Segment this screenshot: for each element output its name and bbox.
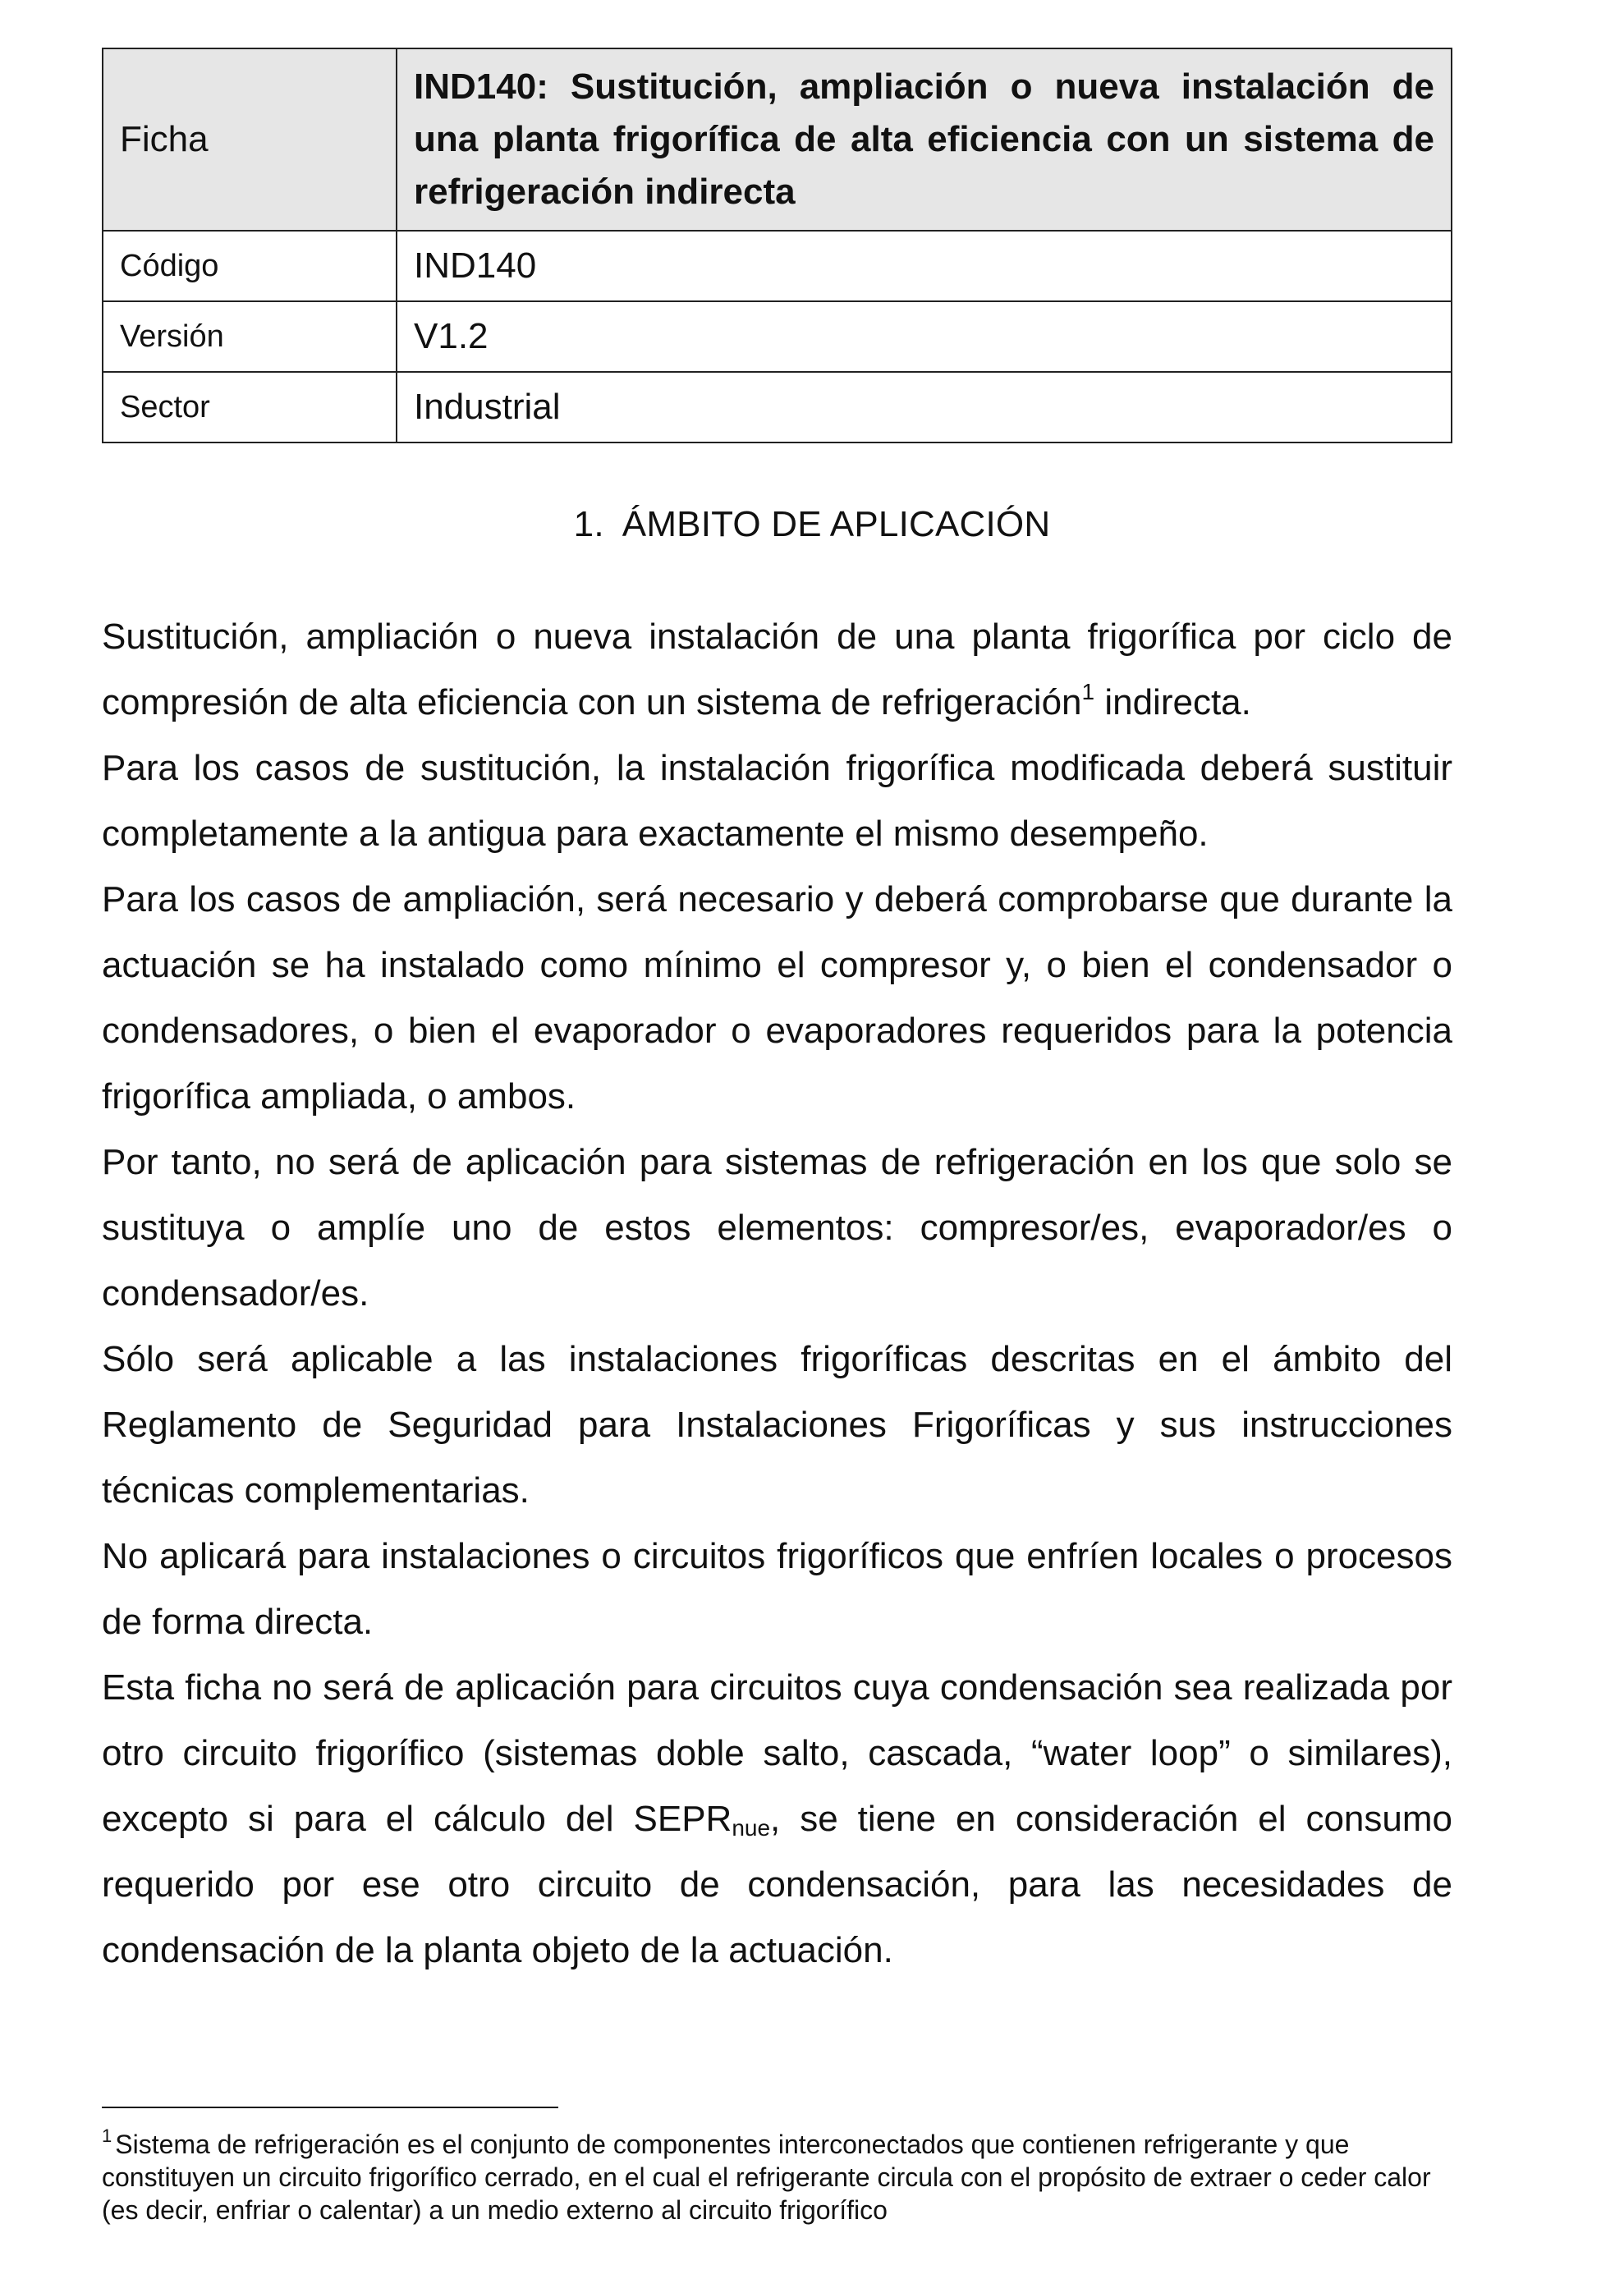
- paragraph-scope-end: indirecta.: [1094, 682, 1251, 722]
- footnote-mark: 1: [102, 2125, 112, 2146]
- table-row-codigo: [103, 231, 1452, 301]
- section-number: 1.: [573, 504, 604, 544]
- section-heading: [0, 504, 1624, 545]
- table-row-version: [103, 301, 1452, 372]
- paragraph-regulation: Sólo será aplicable a las instalaciones frigoríficas descritas en el ámbito del Reglamento de Seguridad para Instalaciones Frigoríficas y sus instrucciones técnicas complementarias.: [102, 1339, 1452, 1511]
- paragraph-condensation-end: , se tiene en consideración el consumo requerido por ese otro circuito de condensación, para las necesidades de condensación de la planta objeto de la actuación.: [102, 1799, 1452, 1970]
- sector-label: Sector: [103, 372, 397, 443]
- paragraph-not-applicable: Por tanto, no será de aplicación para sistemas de refrigeración en los que solo se sustituya o amplíe uno de estos elementos: compresor/es, evaporador/es o condensador/es.: [102, 1142, 1452, 1314]
- ficha-label: Ficha: [103, 48, 397, 231]
- paragraph-direct-cooling: No aplicará para instalaciones o circuitos frigoríficos que enfríen locales o procesos de forma directa.: [102, 1536, 1452, 1642]
- paragraph-scope: [102, 604, 1452, 736]
- footnote-reference[interactable]: 1: [1081, 679, 1095, 704]
- paragraph-condensation: [102, 1655, 1452, 1983]
- codigo-label: Código: [103, 231, 397, 301]
- sector-value: Industrial: [397, 372, 1452, 443]
- ficha-title: IND140: Sustitución, ampliación o nueva instalación de una planta frigorífica de alta eficiencia con un sistema de refrigeración indirecta: [397, 48, 1452, 231]
- section-body: [102, 604, 1452, 1983]
- paragraph-substitution: Para los casos de sustitución, la instalación frigorífica modificada deberá sustituir completamente a la antigua para exactamente el mismo desempeño.: [102, 748, 1452, 854]
- footnote-text: Sistema de refrigeración es el conjunto de componentes interconectados que contienen refrigerante y que constituyen un circuito frigorífico cerrado, en el cual el refrigerante circula con el propósito de extraer o ceder calor (es decir, enfriar o calentar) a un medio externo al circuito frigorífico: [102, 2130, 1431, 2225]
- table-row-sector: [103, 372, 1452, 443]
- codigo-value: IND140: [397, 231, 1452, 301]
- ficha-header-table: [102, 48, 1452, 443]
- sepr-subscript: nue: [732, 1815, 771, 1841]
- footnote: [102, 2125, 1457, 2226]
- paragraph-scope-text: Sustitución, ampliación o nueva instalación de una planta frigorífica por ciclo de compresión de alta eficiencia con un sistema de refrigeración: [102, 617, 1452, 722]
- table-row-ficha: [103, 48, 1452, 231]
- footnote-divider: [102, 2107, 558, 2108]
- version-label: Versión: [103, 301, 397, 372]
- paragraph-condensation-text: Esta ficha no será de aplicación para circuitos cuya condensación sea realizada por otro circuito frigorífico (sistemas doble salto, cascada, “water loop” o similares), excepto si para el cálculo del SEPR: [102, 1667, 1452, 1839]
- paragraph-expansion: Para los casos de ampliación, será necesario y deberá comprobarse que durante la actuación se ha instalado como mínimo el compresor y, o bien el condensador o condensadores, o bien el evaporador o evaporadores requeridos para la potencia frigorífica ampliada, o ambos.: [102, 879, 1452, 1117]
- section-title-text: ÁMBITO DE APLICACIÓN: [622, 504, 1051, 544]
- version-value: V1.2: [397, 301, 1452, 372]
